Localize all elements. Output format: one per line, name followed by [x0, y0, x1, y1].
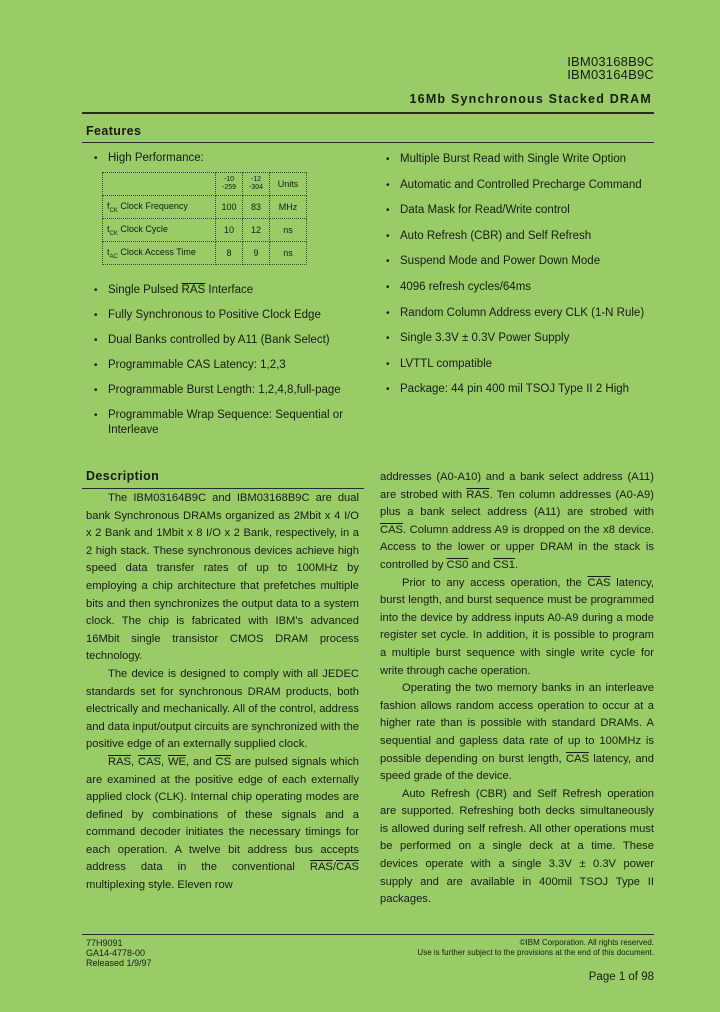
feature-item: • Auto Refresh (CBR) and Self Refresh	[386, 229, 658, 244]
copyright: ©IBM Corporation. All rights reserved.	[519, 938, 654, 947]
signal-name: $\overline{CAS}$	[380, 523, 404, 536]
perf-value: 12	[243, 219, 270, 242]
feature-item	[94, 358, 364, 373]
description-heading: Description	[86, 469, 160, 483]
signal-name: $\overline{CAS}$	[587, 576, 611, 589]
perf-symbol: f	[107, 200, 110, 211]
features-heading: Features	[86, 124, 142, 138]
release-date: Released 1/9/97	[86, 958, 152, 968]
description-paragraph	[380, 680, 654, 786]
perf-unit: MHz	[270, 196, 307, 219]
document-title: 16Mb Synchronous Stacked DRAM	[409, 92, 652, 106]
features-left-list	[94, 283, 364, 448]
paragraph-text: . Ten column addresses (A0-A9) plus a bank select address (A11) are strobed with	[380, 488, 654, 519]
signal-name: $\overline{RAS}$	[466, 488, 490, 501]
feature-signal: $\overline{RAS}$	[181, 284, 206, 296]
feature-text: Programmable Wrap Sequence: Sequential or Interleave	[108, 409, 344, 436]
perf-row-label	[103, 219, 216, 242]
feature-text: Interface	[205, 284, 254, 296]
signal-name: $\overline{CAS}$	[335, 861, 359, 874]
perf-row-label	[103, 242, 216, 265]
paragraph-text: latency, burst length, and burst sequence must be programmed into the device by address inputs A0-A9 during a mode register set cycle. In addition, it is possible to program a multiple burst sequence with single write cycle for write through cache operation.	[380, 576, 654, 677]
perf-symbol-sub: AC	[109, 253, 118, 260]
page-number: Page 1 of 98	[588, 971, 654, 983]
feature-text: Single Pulsed	[108, 284, 182, 296]
signal-name: CS0	[446, 558, 469, 571]
perf-value: 10	[216, 219, 243, 242]
description-paragraph	[86, 490, 359, 666]
description-paragraph	[380, 786, 654, 909]
paragraph-text: , and	[186, 755, 216, 768]
paragraph-text: Auto Refresh (CBR) and Self Refresh operation are supported. Refreshing both decks simultaneously is allowed during self refresh. All other operations must be performed on a single deck at a time. These devices operate with a single 3.3V ± 0.3V power supply and are available in 400mil TSOJ Type II packages.	[380, 787, 654, 906]
footer-left	[86, 938, 152, 968]
paragraph-text: The IBM03164B9C and IBM03168B9C are dual bank Synchronous DRAMs organized as 2Mbit x 4 I/O x 2 Bank and 1Mbit x 8 I/O x 2 Bank, respectively, in a 2 high stack. These synchronous devices achieve high speed data transfer rates of up to 100MHz by employing a chip architecture that prefetches multiple bits and then synchronizes the output data to a system clock. The chip is fabricated with IBM's advanced 16Mbit single transistor CMOS DRAM process technology.	[86, 492, 359, 663]
perf-symbol: t	[107, 223, 110, 234]
footer-right	[417, 938, 654, 958]
feature-item: • Suspend Mode and Power Down Mode	[386, 254, 658, 269]
perf-col-header: -10 -259	[216, 173, 243, 196]
description-paragraph	[380, 469, 654, 575]
description-paragraph	[380, 575, 654, 681]
perf-col-header: -12 -304	[243, 173, 270, 196]
perf-symbol-sub: CK	[109, 230, 118, 237]
description-left-column	[86, 490, 359, 895]
paragraph-text: are pulsed signals which are examined at the positive edge of each externally applied clock (CLK). Internal chip operating modes are defined by combinations of these signals and a command decoder initiates the necessary timings for each operation. A twelve bit address bus accepts address data in the conventional	[86, 755, 360, 874]
perf-header-blank	[103, 173, 216, 196]
perf-value: 100	[216, 196, 243, 219]
form-number: GA14-4778-00	[86, 948, 146, 958]
signal-name: $\overline{RAS}$	[309, 861, 333, 874]
signal-name: $\overline{WE}$	[167, 755, 186, 768]
feature-text: Dual Banks controlled by A11 (Bank Select)	[108, 334, 330, 346]
description-rule	[82, 488, 364, 489]
feature-item	[94, 308, 364, 323]
feature-item	[94, 333, 364, 348]
paragraph-text: /	[332, 861, 336, 874]
paragraph-text: .	[514, 558, 519, 571]
perf-value: 9	[243, 242, 270, 265]
feature-item: • Data Mask for Read/Write control	[386, 203, 658, 218]
perf-symbol: t	[107, 246, 110, 257]
signal-name: $\overline{CAS}$	[137, 755, 161, 768]
part-number-1: IBM03168B9C	[567, 54, 654, 69]
document-number: 77H9091	[86, 938, 123, 948]
perf-unit: ns	[270, 242, 307, 265]
description-paragraph	[86, 666, 359, 754]
perf-desc: Clock Frequency	[120, 200, 188, 211]
perf-desc: Clock Access Time	[120, 246, 196, 257]
paragraph-text: latency, and speed grade of the device.	[380, 752, 654, 783]
feature-text: Programmable CAS Latency: 1,2,3	[108, 359, 286, 371]
paragraph-text: The device is designed to comply with all JEDEC standards set for synchronous DRAM products, both electrically and mechanically. All of the control, address and data input/output circuits are synchronized with the positive edge of an externally supplied clock.	[86, 667, 360, 751]
signal-name: $\overline{CAS}$	[565, 752, 589, 765]
perf-unit: ns	[270, 219, 307, 242]
features-right-list	[386, 152, 658, 408]
usage-notice: Use is further subject to the provisions at the end of this document.	[417, 948, 654, 957]
feature-item: • LVTTL compatible	[386, 357, 658, 372]
performance-table	[102, 172, 307, 265]
paragraph-text: ,	[131, 755, 138, 768]
signal-name: $\overline{RAS}$	[108, 755, 132, 768]
feature-text: Programmable Burst Length: 1,2,4,8,full-page	[108, 384, 341, 396]
part-number-2: IBM03164B9C	[567, 67, 654, 82]
perf-table-row	[103, 219, 307, 242]
paragraph-text: multiplexing style. Eleven row	[86, 879, 233, 892]
feature-item: • Multiple Burst Read with Single Write Option	[386, 152, 658, 167]
feature-item: • Random Column Address every CLK (1-N Rule)	[386, 306, 658, 321]
feature-text: Fully Synchronous to Positive Clock Edge	[108, 309, 321, 321]
feature-item: • Automatic and Controlled Precharge Command	[386, 178, 658, 193]
header-rule	[82, 112, 654, 114]
feature-item: • Package: 44 pin 400 mil TSOJ Type II 2 High	[386, 382, 658, 397]
feature-item: • Single 3.3V ± 0.3V Power Supply	[386, 331, 658, 346]
features-rule	[82, 142, 654, 143]
perf-value: 8	[216, 242, 243, 265]
perf-row-label	[103, 196, 216, 219]
feature-item	[94, 408, 364, 438]
feature-item	[94, 283, 364, 298]
perf-value: 83	[243, 196, 270, 219]
paragraph-text: addresses (A0-A10) and a bank select address (A11) are strobed with	[380, 471, 654, 501]
feature-item: • 4096 refresh cycles/64ms	[386, 280, 658, 295]
perf-table-row	[103, 242, 307, 265]
perf-col-header: Units	[270, 173, 307, 196]
perf-desc: Clock Cycle	[120, 223, 168, 234]
perf-table-row	[103, 196, 307, 219]
signal-name: $\overline{CS}$	[215, 755, 232, 768]
description-right-column	[380, 469, 654, 909]
paragraph-text: Operating the two memory banks in an interleave fashion allows random access operation to occur at a higher rate than is possible with standard DRAMs. A sequential and gapless data rate of up to 100MHz is possible depending on burst length,	[380, 682, 654, 765]
signal-name: CS1	[493, 558, 515, 571]
paragraph-text: ,	[161, 755, 168, 768]
feature-item	[94, 383, 364, 398]
perf-symbol-sub: CK	[109, 207, 118, 214]
perf-table-header	[103, 173, 307, 196]
paragraph-text: . Column address A9 is dropped on the x8 device. Access to the lower or upper DRAM in the stack is controlled by	[380, 523, 654, 571]
footer-rule	[82, 934, 654, 935]
description-paragraph	[86, 754, 359, 895]
features-left-top	[94, 151, 364, 166]
paragraph-text: Prior to any access operation, the	[402, 576, 588, 589]
feature-high-performance: • High Performance:	[94, 151, 364, 166]
paragraph-text: and	[468, 558, 494, 571]
